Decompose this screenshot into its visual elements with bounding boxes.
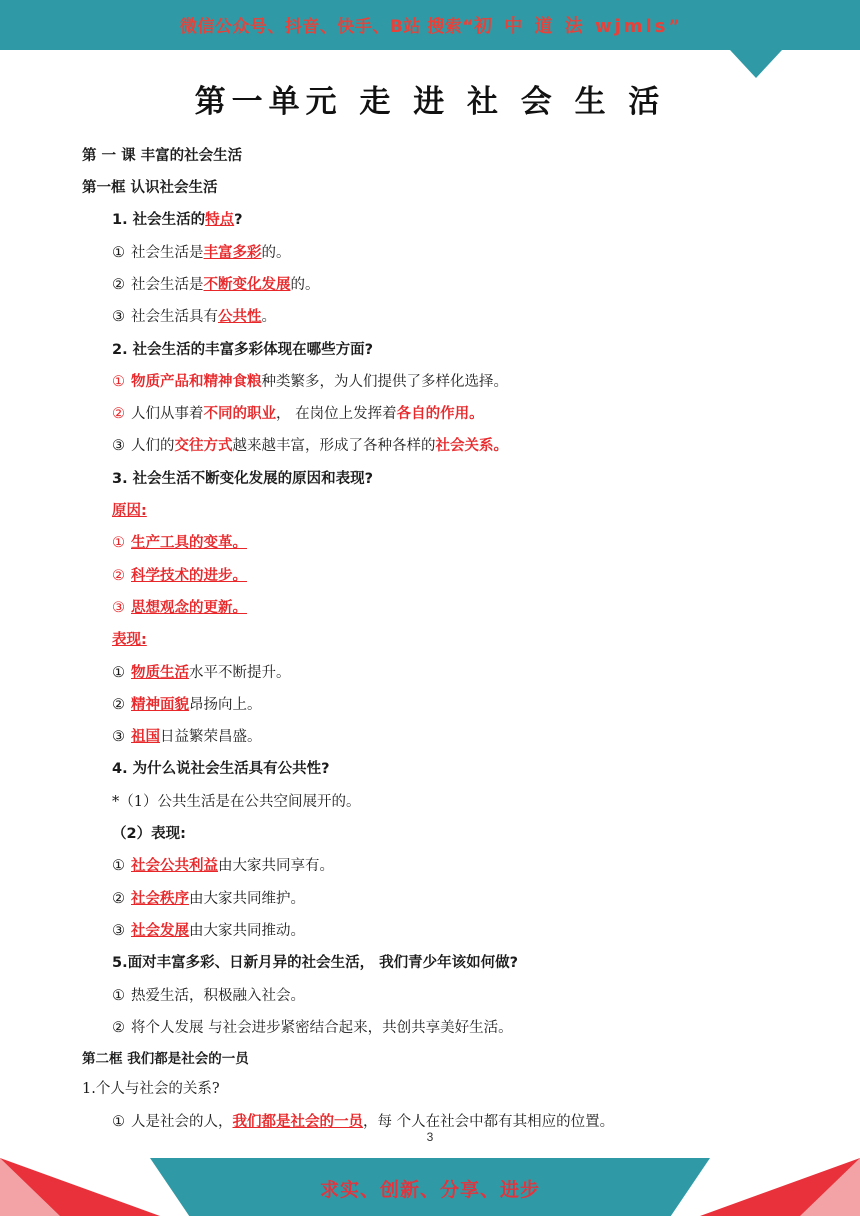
reason-label: 原因: [112, 503, 147, 519]
list-item: ① 物质生活水平不断提升。 [112, 664, 291, 681]
answer-line: （2）表现: [112, 826, 186, 842]
frame2-heading: 第二框 我们都是社会的一员 [82, 1051, 249, 1067]
question-5: 5.面对丰富多彩、日新月异的社会生活， 我们青少年该如何做? [112, 955, 519, 971]
page-number: 3 [426, 1130, 434, 1144]
footer-slogan: 求实、创新、分享、进步 [319, 1179, 540, 1201]
lesson-heading: 第 一 课 丰富的社会生活 [82, 148, 243, 164]
list-item: ② 精神面貌昂扬向上。 [112, 696, 262, 713]
show-label: 表现: [112, 632, 147, 648]
list-item: ③ 社会发展由大家共同推动。 [112, 922, 305, 939]
question-3: 3. 社会生活不断变化发展的原因和表现? [112, 471, 374, 487]
list-item: ② 将个人发展 与社会进步紧密结合起来，共创共享美好生活。 [112, 1020, 513, 1036]
list-item: ③ 祖国日益繁荣昌盛。 [112, 728, 262, 745]
list-item: ③ 社会生活具有公共性。 [112, 308, 276, 325]
list-item: ① 生产工具的变革。 [112, 535, 247, 551]
list-item: ② 社会生活是不断变化发展的。 [112, 276, 320, 293]
list-item: ③ 人们的交往方式越来越丰富，形成了各种各样的社会关系。 [112, 437, 508, 454]
list-item: ① 物质产品和精神食粮种类繁多，为人们提供了多样化选择。 [112, 373, 508, 390]
list-item: ① 热爱生活，积极融入社会。 [112, 988, 305, 1004]
footer-left-accent [0, 1158, 60, 1216]
frame1-heading: 第一框 认识社会生活 [82, 180, 218, 196]
list-item: ① 社会公共利益由大家共同享有。 [112, 857, 334, 874]
list-item: ② 社会秩序由大家共同维护。 [112, 890, 305, 907]
footer-right-accent [800, 1158, 860, 1216]
question-2: 2. 社会生活的丰富多彩体现在哪些方面? [112, 342, 374, 358]
footer-banner [0, 1158, 860, 1216]
list-item: ③ 思想观念的更新。 [112, 600, 247, 616]
question-4: 4. 为什么说社会生活具有公共性? [112, 761, 330, 777]
list-item: ② 科学技术的进步。 [112, 568, 247, 584]
banner-text: 微信公众号、抖音、快手、B站 搜索“初 中 道 法 wjmls” [179, 16, 681, 37]
frame2-question-1: 1.个人与社会的关系? [82, 1081, 220, 1097]
list-item: ① 人是社会的人，我们都是社会的一员，每 个人在社会中都有其相应的位置。 [112, 1113, 615, 1130]
page-title: 第一单元 走 进 社 会 生 活 [194, 84, 666, 120]
question-1: 1. 社会生活的特点? [112, 212, 243, 228]
list-item: ② 人们从事着不同的职业， 在岗位上发挥着各自的作用。 [112, 405, 484, 422]
list-item: ① 社会生活是丰富多彩的。 [112, 244, 291, 261]
answer-line: *（1）公共生活是在公共空间展开的。 [112, 794, 361, 810]
